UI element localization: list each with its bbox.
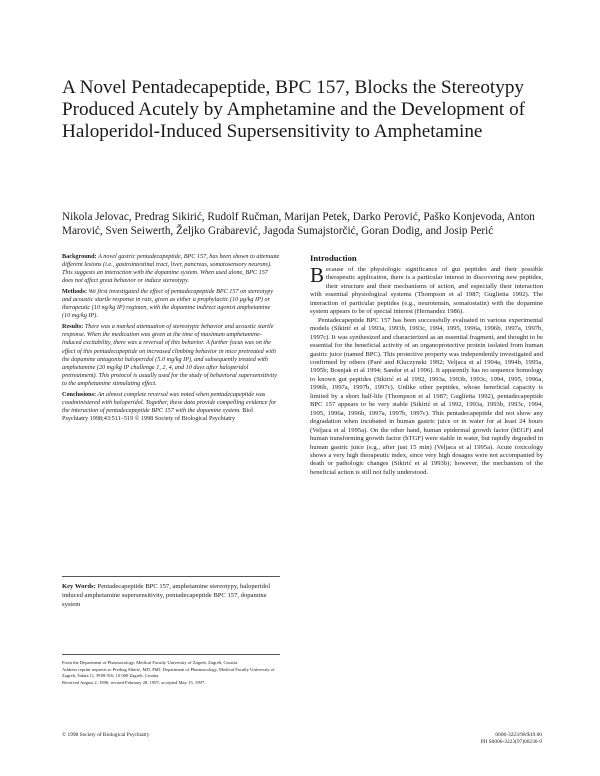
results-text: There was a marked attenuation of stereotypic behavior and acoustic startle response. When the medication was given at the time of maximum amphetamine-induced excitability, there was a reversal of this behavior. A further focus was on the effect of this pentadecapeptide on increased climbing behavior in mice pretreated with the dopamine antagonist haloperidol (5.0 mg/kg IP), and subsequently treated with amphetamine (20 mg/kg IP challenge 1, 2, 4, and 10 days after haloperidol pretreatment). This protocol is usually used for the study of behavioral supersensitivity to the amphetamine stimulating effect. (62, 323, 277, 387)
abstract-background (62, 253, 280, 285)
keywords-top-rule (62, 576, 280, 577)
intro-paragraph-1 (310, 263, 543, 317)
intro-paragraph-2: Pentadecapeptide BPC 157 has been successfully evaluated in various experimental models (Sikirić et al 1993a, 1993b, 1993c, 1994, 1995, 1996a, 1996b, 1997a, 1997b, 1997c). It was synthesized and characterized as an essential fragment, and thought to be essential for the beneficial activity of an organoprotective protein isolated from human gastric juice (named BPC). This protective property was independently investigated and confirmed by others (Paré and Kluczynski 1992; Veljaca et al 1994a, 1994b, 1995a, 1995b; Bosnjak et al 1994; Sandor et al 1996). It apparently has no sequence homology to known gut peptides (Sikirić et al 1992, 1993a, 1993b, 1993c, 1994, 1995, 1996a, 1996b, 1997a, 1997b, 1997c). Unlike other peptides, whose beneficial capacity is limited by a short half-life (Thompson et al 1987; Guglietta 1992), pentadecapeptide BPC 157 appears to be very stable (Sikirić et al 1992, 1993a, 1993b, 1993c, 1994, 1995, 1996a, 1996b, 1997a, 1997b, 1997c). This pentadecapeptide did not show any degradation when incubated in human gastric juice or in water for at least 24 hours (Veljaca et al 1995a). On the other hand, human epidermal growth factor (hEGF) and human transforming growth factor (hTGF) were stable in water, but rapidly degraded in human gastric juice (e.g., after just 15 min) (Veljaca et al 1995a). Acute toxicology shows a very high therapeutic index, since very high dosages were not accompanied by death or pathologic changes (Sikirić et al 1993b); however, the mechanism of the beneficial action is still not fully understood. (310, 316, 543, 476)
footer-copyright: © 1998 Society of Biological Psychiatry (62, 732, 150, 738)
methods-label: Methods: (62, 288, 88, 296)
footer-ids (481, 732, 542, 746)
abstract-citation: Biol Psychiatry 1998;43:511–519 © 1998 Society of Biological Psychiatry (62, 406, 253, 422)
affiliations (62, 660, 280, 686)
abstract-methods (62, 288, 280, 320)
conclusions-label: Conclusions: (62, 390, 97, 398)
drop-cap: B (310, 263, 325, 287)
received-dates: Received August 2, 1996; revised February 28, 1997; accepted May 15, 1997. (62, 679, 206, 685)
article-title: A Novel Pentadecapeptide, BPC 157, Blocks the Stereotypy Produced Acutely by Amphetamine and the Development of Haloperidol-Induced Supersensitivity to Amphetamine (62, 77, 526, 142)
keywords-text: Pentadecapeptide BPC 157, amphetamine stereotypy, haloperidol induced amphetamine supersensitivity, pentadecapeptide BPC 157, dopamine system (62, 583, 271, 608)
results-label: Results: (62, 323, 84, 331)
background-text: A novel gastric pentadecapeptide, BPC 157, has been shown to attenuate different lesions (i.e., gastrointestinal tract, liver, pancreas, somatosensory neurons). This suggests an interaction with the dopamine system. When used alone, BPC 157 does not affect great behavior or induce stereotypy. (62, 253, 280, 285)
reprint-address: Address reprint requests to Predrag Sikirić, MD, PhD, Department of Pharmacology, Medical Faculty University of Zagreb, Šalata 11, POB 916, 10 000 Zagreb, Croatia. (62, 666, 275, 679)
methods-text: We first investigated the effect of pentadecapeptide BPC 157 on stereotypy and acoustic startle response in rats, given as either a prophylactic (10 μg/kg IP) or therapeutic (10 ng/kg IP) regimen, with the dopamine indirect agonist amphetamine (10 mg/kg IP). (62, 288, 274, 320)
footer-issn: 0006-3223/98/$19.00 (495, 732, 542, 738)
introduction-heading: Introduction (310, 253, 357, 263)
background-label: Background: (62, 253, 97, 260)
abstract-results (62, 323, 280, 387)
intro-p1-text: ecause of the physiologic significance of gut peptides and their possible therapeutic application, there is a particular interest in discovering new peptides, their structure and their mechanisms of action, and especially their interaction with essential physiological systems (Thompson et al 1987; Guglietta 1992). The interaction of particular peptides (e.g., neurotensin, somatostatin) with the dopamine system appears to be of special interest (Hernandez 1986). (310, 266, 543, 316)
author-list: Nikola Jelovac, Predrag Sikirić, Rudolf Ručman, Marijan Petek, Darko Perović, Paško Konjevoda, Anton Marović, Sven Seiwerth, Željko Grabarević, Jagoda Sumajstorčić, Goran Dodig, and Josip Perić (62, 211, 535, 237)
affiliation-rule (62, 654, 280, 655)
abstract-conclusions (62, 391, 280, 423)
keywords-label: Key Words: (62, 583, 96, 590)
introduction-body (310, 263, 543, 477)
footer-pii: PII S0006-3223(97)00236-9 (480, 739, 542, 745)
affiliation-line: From the Department of Pharmacology, Medical Faculty University of Zagreb, Zagreb, Croatia. (62, 660, 239, 665)
abstract (62, 253, 280, 426)
conclusions-text: An almost complete reversal was noted when pentadecapeptide was coadministered with haloperidol. Together, these data provide compelling evidence for the interaction of pentadecapeptide BPC 157 with the dopamine system. (62, 390, 277, 414)
keywords (62, 582, 280, 609)
